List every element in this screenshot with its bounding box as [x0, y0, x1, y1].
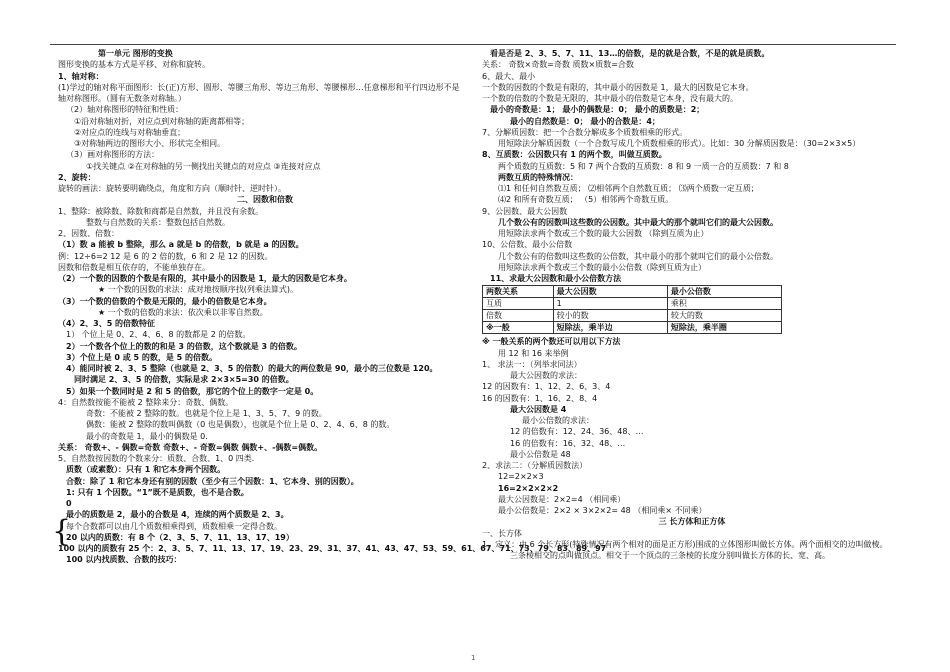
left-line: 5、自然数按因数的个数来分：质数、合数、1、0 四类.: [58, 454, 255, 463]
table-cell: 较大的数: [667, 310, 781, 322]
left-line: 100 以内的质数有 25 个：2、3、5、7、11、13、17、19、23、29、31、37、41、43、47、53、59、61、67、71、73、79、83、89、97: [58, 544, 607, 553]
table-cell: 短除法，乘半边: [553, 322, 667, 334]
table-row: [483, 322, 782, 334]
right_top-line: 10、公倍数、最小公倍数: [482, 240, 573, 250]
right_top-line: 8、互质数：公因数只有 1 的两个数，叫做互质数。: [482, 150, 667, 160]
left-line: 2）一个数各个位上的数的和是 3 的倍数，这个数就是 3 的倍数。: [66, 341, 302, 351]
right_top-line: 9、公因数、最大公因数: [482, 206, 568, 216]
left-line: 因数和倍数是相互依存的，不能单独存在。: [58, 262, 210, 272]
left-line: 2、旋转：: [58, 172, 96, 182]
right_bottom-line: 最大公因数的求法：: [510, 371, 582, 380]
left-line: 每个合数都可以由几个质数相乘得到，质数相乘一定得合数。: [66, 521, 282, 531]
left-line: 1、整除：被除数、除数和商都是自然数，并且没有余数。: [58, 206, 264, 216]
right_bottom-line: 最小公倍数的求法：: [522, 416, 594, 425]
gcd-lcm-method-table: [482, 285, 782, 334]
left-line: ★ 一个数的因数的求法：成对地按顺序找(列乘法算式)。: [98, 285, 298, 295]
right_top-line: 两数互质的特殊情况：: [498, 172, 578, 182]
right_top-line: 最小的自然数是：0； 最小的合数是：4；: [510, 116, 660, 126]
left-line: 旋转的画法：旋转要明确绕点，角度和方向（顺时针、逆时针）。: [58, 184, 286, 193]
left-line: 1） 个位上是 0、2、4、6、8 的数都是 2 的倍数。: [66, 330, 251, 340]
left-line: 100 以内找质数、合数的技巧：: [66, 555, 182, 565]
left-line: 1: 只有 1 个因数。“1”既不是质数，也不是合数。: [66, 487, 249, 497]
right_top-line: ⑷2 和所有奇数互质； （5）相邻两个奇数互质。: [498, 195, 674, 205]
left-line: 整数与自然数的关系：整数包括自然数。: [86, 217, 230, 227]
right_top-line: 11、求最大公因数和最小公倍数方法: [490, 274, 622, 283]
right_top-line: 用短除法求两个数或三个数的最小公倍数（除到互质为止）: [498, 262, 706, 272]
page-number: 1: [471, 654, 476, 662]
left-line: （1）数 a 能被 b 整除，那么 a 就是 b 的倍数，b 就是 a 的因数。: [58, 240, 304, 250]
table-cell: 乘积: [667, 298, 781, 310]
table-cell: 倍数: [483, 310, 554, 322]
right_bottom-line: 12 的倍数有：12、24、36、48、…: [510, 427, 644, 437]
left-line: 0: [66, 499, 72, 508]
right_bottom-line: 最小公倍数是：2×2 × 3×2×2= 48 （相同乘× 不同乘）: [498, 506, 707, 515]
left-line: （2）一个数的因数的个数是有限的，其中最小的因数是 1，最大的因数是它本身。: [58, 274, 352, 283]
left-line: 质数（或素数）：只有 1 和它本身两个因数。: [66, 465, 226, 475]
left-line: 最小的质数是 2，最小的合数是 4，连续的两个质数是 2、3。: [66, 510, 289, 520]
right_top-line: 用短除法分解质因数（一个合数写成几个质数相乘的形式）。比如：30 分解质因数是：（30=2×3×5）: [498, 139, 861, 148]
right_bottom-line: 12 的因数有：1、12、2、6、3、4: [482, 382, 611, 392]
right-column: [482, 48, 902, 561]
right_bottom-line: 16 的因数有：1、16、2、8、4: [482, 393, 598, 403]
left-line: 5）如果一个数同时是 2 和 5 的倍数，那它的个位上的数字一定是 0。: [66, 386, 319, 396]
left-line: （3）一个数的倍数的个数是无限的，最小的倍数是它本身。: [58, 296, 272, 306]
table-row: [483, 310, 782, 322]
right_top-line: 几个数公有的倍数叫这些数的公倍数，其中最小的那个就叫它们的最小公倍数。: [498, 251, 778, 261]
right_bottom-line: 三 长方体和正方体: [658, 517, 726, 527]
left-line: 例：12÷6=2 12 是 6 的 2 倍的数，6 和 2 是 12 的因数。: [58, 251, 273, 261]
left-line: 轴对称图形。（圆有无数条对称轴。）: [58, 94, 186, 103]
left-line: 偶数：能被 2 整除的数叫偶数（0 也是偶数），也就是个位上是 0、2、4、6、8 的数。: [86, 420, 395, 430]
right_bottom-line: 16=2×2×2×2: [498, 483, 559, 493]
right-top-section: [482, 48, 902, 284]
right_top-line: 一个数的倍数的个数是无限的，其中最小的倍数是它本身，没有最大的。: [482, 94, 738, 103]
left-line: ①找关键点 ②在对称轴的另一侧找出关键点的对应点 ③连接对应点: [86, 161, 321, 171]
left-line: 关系： 奇数+、- 偶数=奇数 奇数+、- 奇数=偶数 偶数+、-偶数=偶数。: [58, 442, 323, 452]
table-cell: 最大公因数: [553, 286, 667, 298]
right_bottom-line: 一、长方体: [482, 528, 522, 538]
table-cell: 两数关系: [483, 286, 554, 298]
right_bottom-line: 12=2×2×3: [498, 472, 544, 482]
right_bottom-line: 最大公因数是 4: [510, 404, 567, 414]
table-cell: 短除法，乘半圈: [667, 322, 781, 334]
left-line: ③对称轴两边的图形大小、形状完全相同。: [74, 139, 226, 148]
right_bottom-line: 最小公倍数是 48: [510, 449, 571, 459]
number-class-brace: {: [52, 514, 72, 549]
left-line: （4）2、3、5 的倍数特征: [58, 319, 156, 328]
table-cell: 较小的数: [553, 310, 667, 322]
right_top-line: 看是否是 2、3、5、7、11、13…的倍数，是的就是合数，不是的就是质数。: [490, 49, 770, 58]
left-line: 图形变换的基本方式是平移、对称和旋转。: [58, 60, 210, 70]
right_top-line: 关系： 奇数×奇数=奇数 质数×质数=合数: [482, 60, 634, 70]
left-line: 2、因数、倍数：: [58, 229, 120, 238]
left-line: 二、因数和倍数: [237, 195, 293, 205]
right_bottom-line: 1、 求法一：（列举求同法）: [482, 359, 582, 369]
right_bottom-line: 用 12 和 16 来举例: [498, 348, 569, 358]
left-line: 4：自然数按能不能被 2 整除来分：奇数、偶数。: [58, 397, 234, 407]
right_bottom-line: 三条棱相交的点叫做顶点。相交于一个顶点的三条棱的长度分别叫做长方体的长、宽、高。: [510, 551, 830, 560]
table-row: [483, 298, 782, 310]
left-line: （3）画对称图形的方法：: [66, 150, 160, 160]
left-line: ★ 一个数的倍数的求法：依次乘以非零自然数。: [98, 307, 268, 317]
right_bottom-line: ※ 一般关系的两个数还可以用以下方法: [482, 337, 621, 347]
right_bottom-line: 最大公因数是：2×2=4 （相同乘）: [498, 494, 626, 504]
right_top-line: ⑴1 和任何自然数互质； ⑵相邻两个自然数互质； ⑶两个质数一定互质；: [498, 184, 759, 193]
right_top-line: 用短除法求两个数或三个数的最大公因数 （除到互质为止）: [498, 229, 709, 238]
top-rule: [50, 44, 896, 45]
left-line: ①沿对称轴对折，对应点到对称轴的距离都相等；: [74, 116, 250, 126]
table-cell: 互质: [483, 298, 554, 310]
left-line: 同时满足 2、3、5 的倍数，实际是求 2×3×5=30 的倍数。: [74, 375, 294, 385]
left-line: 合数：除了 1 和它本身还有别的因数（至少有三个因数：1、它本身、别的因数）。: [66, 476, 359, 486]
left-line: 4）能同时被 2、3、5 整除（也就是 2、3、5 的倍数）的最大的两位数是 90，最小的三位数是 120。: [66, 364, 438, 373]
left-line: ②对应点的连线与对称轴垂直；: [74, 127, 186, 137]
table-cell: 1: [553, 298, 667, 310]
left-line: 3）个位上是 0 或 5 的数，是 5 的倍数。: [66, 352, 217, 362]
left-line: 1、轴对称：: [58, 71, 104, 81]
table-cell: ※一般: [483, 322, 554, 334]
right_top-line: 两个质数的互质数：5 和 7 两个合数的互质数：8 和 9 一质一合的互质数：7 和 8: [498, 161, 789, 171]
table-row: [483, 286, 782, 298]
right_top-line: 最小的奇数是：1； 最小的偶数是：0； 最小的质数是：2；: [490, 105, 705, 115]
right_top-line: 6、最大、最小: [482, 71, 536, 81]
right-bottom-section: [482, 336, 902, 561]
left-line: 奇数：不能被 2 整除的数。也就是个位上是 1、3、5、7、9 的数。: [86, 409, 327, 418]
right_top-line: 几个数公有的因数叫这些数的公因数。其中最大的那个就叫它们的最大公因数。: [498, 217, 778, 227]
right_top-line: 一个数的因数的个数是有限的，其中最小的因数是 1，最大的因数是它本身。: [482, 82, 754, 92]
left-line: 最小的奇数是 1，最小的偶数是 0.: [86, 431, 208, 441]
table-cell: 最小公倍数: [667, 286, 781, 298]
left-line: 20 以内的质数：有 8 个（2、3、5、7、11、13、17、19）: [66, 532, 294, 542]
right_top-line: 7、分解质因数：把一个合数分解成多个质数相乘的形式。: [482, 127, 688, 137]
right_bottom-line: 16 的倍数有：16、32、48、…: [510, 438, 626, 448]
right_bottom-line: 2、求法二：（分解质因数法）: [482, 461, 588, 470]
right_bottom-line: 1、定义：由 6 个长方形(特殊情况有两个相对的面是正方形)围成的立体图形叫做长方体。两个面相交的边叫做棱。: [482, 539, 888, 549]
left-line: （2）轴对称图形的特征和性质：: [66, 105, 184, 115]
left-line: (1)学过的轴对称平面图形：长(正)方形、圆形、等腰三角形、等边三角形、等腰梯形…任意梯形和平行四边形不是: [58, 82, 460, 92]
left-line: 第一单元 图形的变换: [98, 49, 173, 58]
